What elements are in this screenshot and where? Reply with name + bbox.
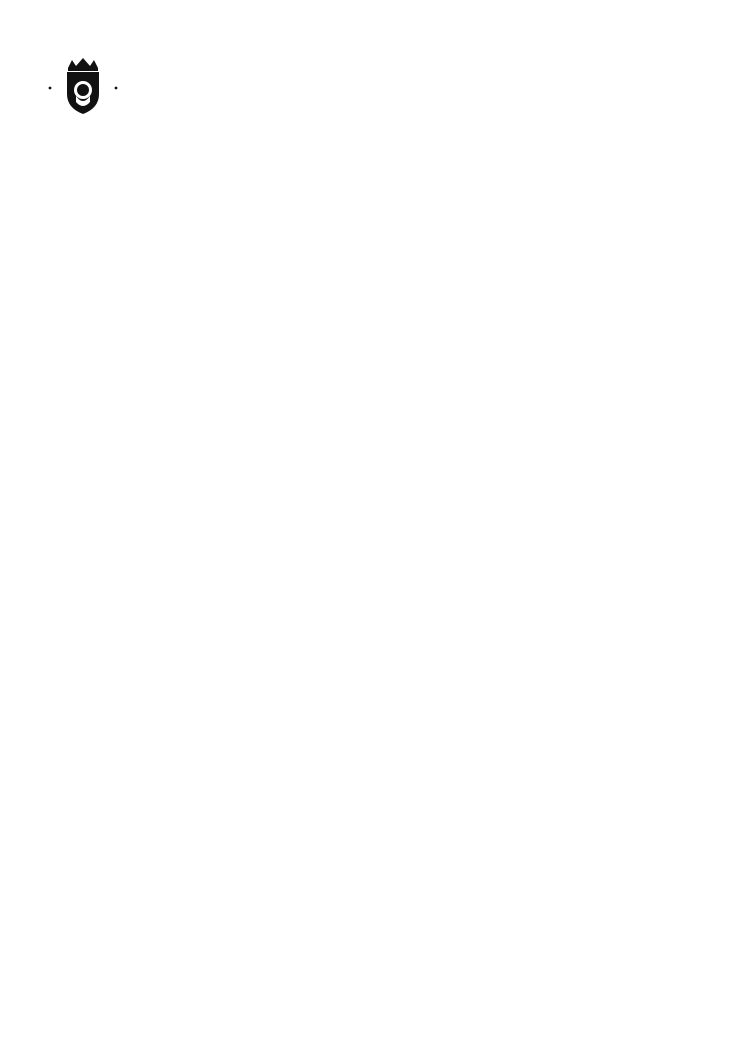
crown-head-icon: [38, 36, 128, 126]
stockholm-seal-logo: [38, 36, 128, 126]
